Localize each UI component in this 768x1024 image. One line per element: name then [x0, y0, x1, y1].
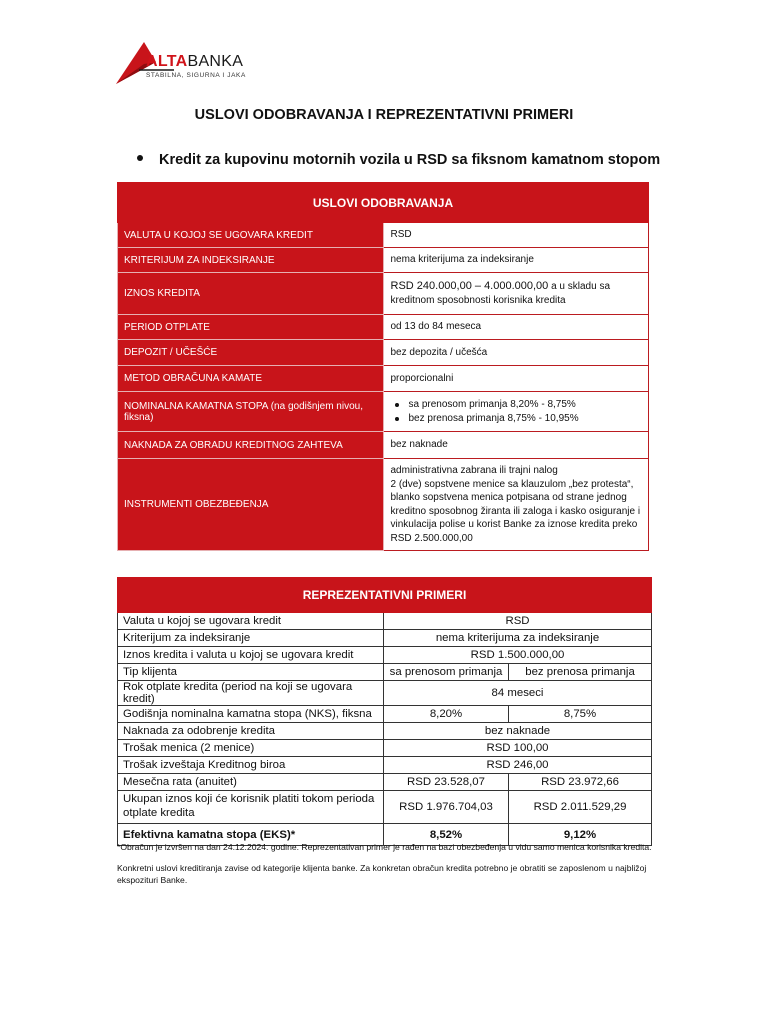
- conditions-label: PERIOD OTPLATE: [118, 315, 384, 340]
- logo-name-part1: ALTA: [146, 53, 188, 70]
- examples-table-header: REPREZENTATIVNI PRIMERI: [118, 578, 652, 613]
- nominal-rate-list: [391, 398, 642, 425]
- conditions-label: IZNOS KREDITA: [118, 273, 384, 315]
- amount-range: RSD 240.000,00 – 4.000.000,00: [390, 280, 549, 293]
- examples-row: [118, 706, 652, 723]
- examples-label: Trošak izveštaja Kreditnog biroa: [118, 757, 384, 774]
- conditions-label: [118, 392, 384, 432]
- examples-label: Iznos kredita i valuta u kojoj se ugovara kredit: [118, 647, 384, 664]
- conditions-value: bez naknade: [383, 432, 649, 459]
- collateral-line: 2 (dve) sopstvene menice sa klauzulom „bez protesta“, blanko sopstvena menica potpisana od strane jednog kreditno sposobnog žiranta ili zaloga i kasko osiguranje i vinkulacija polise u korist Banke za iznose kredita preko RSD 2.500.000,00: [390, 478, 641, 544]
- examples-row: [118, 664, 652, 681]
- conditions-label: DEPOZIT / UČEŠĆE: [118, 340, 384, 366]
- examples-label: Kriterijum za indeksiranje: [118, 630, 384, 647]
- nominal-rate-item: bez prenosa primanja 8,75% - 10,95%: [391, 412, 642, 426]
- examples-row: [118, 791, 652, 824]
- conditions-value: RSD: [383, 223, 649, 248]
- examples-value-with-transfer: 8,20%: [384, 706, 509, 723]
- examples-label: Efektivna kamatna stopa (EKS)*: [118, 824, 384, 846]
- conditions-value: proporcionalni: [383, 366, 649, 392]
- conditions-label: NAKNADA ZA OBRADU KREDITNOG ZAHTEVA: [118, 432, 384, 459]
- footnote-conditions: Konkretni uslovi kreditiranja zavise od kategorije klijenta banke. Za konkretan obračun kredita potrebno je obratiti se zaposlenom u najbližoj ekspozituri Banke.: [117, 863, 647, 886]
- bullet-icon: [137, 155, 143, 161]
- examples-value-with-transfer: sa prenosom primanja: [384, 664, 509, 681]
- product-heading: [137, 152, 660, 168]
- conditions-label: KRITERIJUM ZA INDEKSIRANJE: [118, 248, 384, 273]
- conditions-value: od 13 do 84 meseca: [383, 315, 649, 340]
- amount-qualifier: a u skladu sa kreditnom sposobnosti korisnika kredita: [390, 281, 611, 307]
- examples-row: [118, 774, 652, 791]
- examples-value-with-transfer: 8,52%: [384, 824, 509, 846]
- examples-table: [117, 577, 652, 846]
- examples-row: [118, 681, 652, 706]
- examples-value: bez naknade: [384, 723, 652, 740]
- footnote-calculation: *Obračun je izvršen na dan 24.12.2024. godine. Reprezentativan primer je rađen na bazi obezbeđenja u vidu samo menica korisnika kredita.: [117, 842, 652, 852]
- conditions-table-header: USLOVI ODOBRAVANJA: [118, 183, 649, 223]
- examples-row: [118, 757, 652, 774]
- examples-label: Trošak menica (2 menice): [118, 740, 384, 757]
- examples-row: [118, 647, 652, 664]
- conditions-value: [383, 392, 649, 432]
- document-title: USLOVI ODOBRAVANJA I REPREZENTATIVNI PRIMERI: [194, 107, 574, 123]
- logo-tagline: STABILNA, SIGURNA I JAKA: [146, 72, 246, 79]
- examples-label: Tip klijenta: [118, 664, 384, 681]
- examples-value-with-transfer: RSD 23.528,07: [384, 774, 509, 791]
- logo-wordmark: [146, 53, 243, 71]
- conditions-row-nominal-rate: [118, 392, 649, 432]
- conditions-row-period: [118, 315, 649, 340]
- examples-row: [118, 613, 652, 630]
- conditions-label: VALUTA U KOJOJ SE UGOVARA KREDIT: [118, 223, 384, 248]
- examples-value-with-transfer: RSD 1.976.704,03: [384, 791, 509, 824]
- conditions-label: INSTRUMENTI OBEZBEĐENJA: [118, 459, 384, 551]
- examples-value: RSD: [384, 613, 652, 630]
- examples-value: 84 meseci: [384, 681, 652, 706]
- conditions-row-interest-method: [118, 366, 649, 392]
- nominal-rate-label-suffix: (na godišnjem nivou, fiksna): [124, 400, 363, 423]
- nominal-rate-item: sa prenosom primanja 8,20% - 8,75%: [391, 398, 642, 412]
- conditions-table: [117, 182, 649, 551]
- examples-row: [118, 630, 652, 647]
- conditions-label: METOD OBRAČUNA KAMATE: [118, 366, 384, 392]
- conditions-row-amount: [118, 273, 649, 315]
- examples-label: Rok otplate kredita (period na koji se ugovara kredit): [118, 681, 384, 706]
- examples-row: [118, 740, 652, 757]
- conditions-row-processing-fee: [118, 432, 649, 459]
- examples-row: [118, 723, 652, 740]
- conditions-row-collateral: [118, 459, 649, 551]
- examples-value: RSD 1.500.000,00: [384, 647, 652, 664]
- conditions-row-deposit: [118, 340, 649, 366]
- examples-value-without-transfer: bez prenosa primanja: [509, 664, 652, 681]
- examples-value-without-transfer: RSD 23.972,66: [509, 774, 652, 791]
- examples-value: RSD 100,00: [384, 740, 652, 757]
- examples-label: Valuta u kojoj se ugovara kredit: [118, 613, 384, 630]
- examples-value-without-transfer: 8,75%: [509, 706, 652, 723]
- examples-label: Naknada za odobrenje kredita: [118, 723, 384, 740]
- product-title: Kredit za kupovinu motornih vozila u RSD sa fiksnom kamatnom stopom: [159, 152, 661, 168]
- logo-name-part2: BANKA: [187, 53, 244, 70]
- bank-logo: [114, 40, 274, 86]
- examples-value-without-transfer: 9,12%: [509, 824, 652, 846]
- collateral-line: administrativna zabrana ili trajni nalog: [390, 465, 558, 476]
- examples-value: RSD 246,00: [384, 757, 652, 774]
- examples-value: nema kriterijuma za indeksiranje: [384, 630, 652, 647]
- nominal-rate-label: NOMINALNA KAMATNA STOPA: [124, 400, 268, 412]
- conditions-value: [383, 273, 649, 315]
- conditions-value: nema kriterijuma za indeksiranje: [383, 248, 649, 273]
- conditions-row-currency: [118, 223, 649, 248]
- conditions-row-indexation: [118, 248, 649, 273]
- examples-value-without-transfer: RSD 2.011.529,29: [509, 791, 652, 824]
- conditions-value: [383, 459, 649, 551]
- examples-label: Mesečna rata (anuitet): [118, 774, 384, 791]
- examples-label: Godišnja nominalna kamatna stopa (NKS), fiksna: [118, 706, 384, 723]
- examples-label: Ukupan iznos koji će korisnik platiti tokom perioda otplate kredita: [118, 791, 384, 824]
- conditions-value: bez depozita / učešća: [383, 340, 649, 366]
